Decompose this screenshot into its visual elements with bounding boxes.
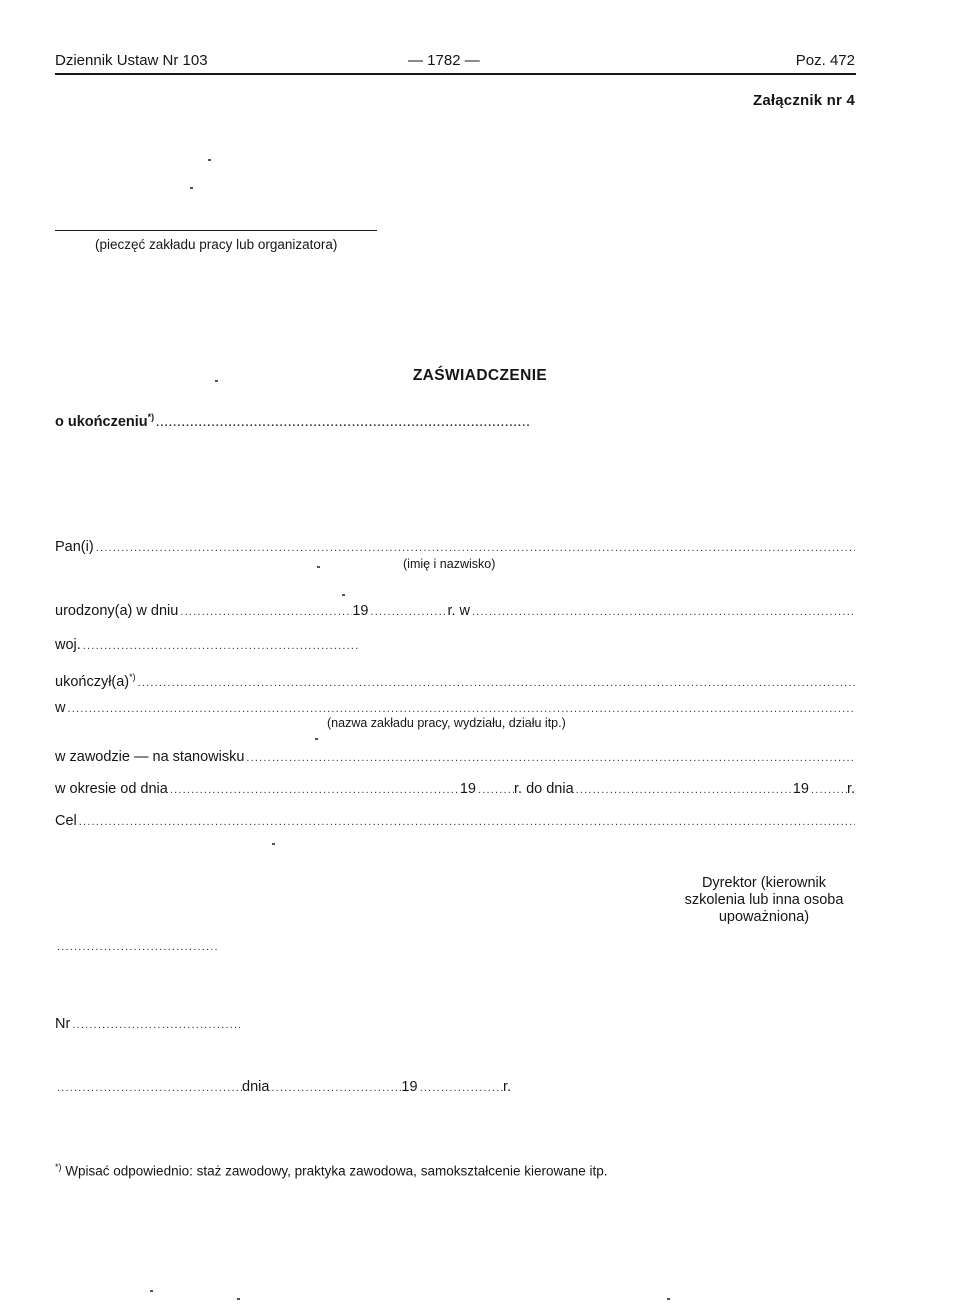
number-row (55, 1015, 240, 1033)
signature-caption (674, 875, 854, 926)
footnote (55, 1162, 608, 1179)
birth-label: urodzony(a) w dniu (55, 603, 179, 619)
birth-row (55, 602, 855, 620)
date-row (55, 1078, 511, 1096)
profession-label: w zawodzie — na stanowisku (55, 749, 245, 765)
date-day-label: dnia (242, 1079, 270, 1095)
birth-year-field[interactable] (368, 603, 447, 615)
journal-title: Dziennik Ustaw Nr 103 (55, 52, 208, 69)
voivodeship-row (55, 636, 360, 654)
period-year2-field[interactable] (809, 781, 847, 793)
birth-year-label: 19 (352, 603, 369, 619)
name-caption: (imię i nazwisko) (403, 557, 496, 571)
period-from-field[interactable] (168, 781, 460, 793)
birth-date-field[interactable] (178, 603, 352, 615)
period-year2-label: 19 (792, 781, 809, 797)
header-rule (55, 73, 856, 75)
signature-line-1: Dyrektor (kierownik (701, 875, 827, 891)
period-label: w okresie od dnia (55, 781, 168, 797)
completion-label: o ukończeniu*) (55, 412, 155, 430)
name-label: Pan(i) (55, 539, 94, 555)
goal-row (55, 812, 855, 830)
signature-line-2: szkolenia lub inna osoba (684, 892, 844, 908)
period-to-label: r. do dnia (513, 781, 574, 797)
document-title: ZAŚWIADCZENIE (412, 367, 548, 384)
signature-field[interactable] (55, 938, 217, 950)
stamp-caption: (pieczęć zakładu pracy lub organizatora) (95, 237, 338, 252)
place-field[interactable] (55, 1079, 242, 1091)
voivodeship-label: woj. (55, 637, 81, 653)
date-end-label: r. (502, 1079, 511, 1095)
goal-label: Cel (55, 813, 77, 829)
voivodeship-field[interactable] (81, 637, 360, 649)
completed-field[interactable] (136, 674, 855, 686)
position-number: Poz. 472 (795, 52, 855, 69)
attachment-label: Załącznik nr 4 (752, 92, 855, 109)
name-row (55, 538, 855, 556)
period-end-label: r. (846, 781, 855, 797)
name-field[interactable] (94, 539, 855, 551)
number-label: Nr (55, 1016, 71, 1032)
completed-label: ukończył(a)*) (55, 672, 136, 690)
completion-row (55, 408, 530, 431)
birth-place-field[interactable] (470, 603, 855, 615)
signature-line-3: upoważniona) (718, 909, 810, 925)
date-day-field[interactable] (269, 1079, 401, 1091)
period-year1-label: 19 (459, 781, 476, 797)
institution-row (55, 699, 855, 717)
birth-place-label: r. w (447, 603, 471, 619)
profession-row (55, 748, 855, 766)
profession-field[interactable] (244, 749, 855, 761)
completion-field[interactable] (154, 414, 530, 426)
number-field[interactable] (70, 1016, 240, 1028)
page-number: — 1782 — (408, 52, 480, 69)
signature-row (55, 938, 217, 950)
date-year-field[interactable] (418, 1079, 503, 1091)
footnote-marker: *) (55, 1162, 62, 1172)
goal-field[interactable] (77, 813, 855, 825)
institution-caption: (nazwa zakładu pracy, wydziału, działu itp.) (327, 716, 566, 730)
stamp-line (55, 230, 377, 231)
period-row (55, 780, 855, 798)
institution-label: w (55, 700, 66, 716)
date-year-label: 19 (401, 1079, 418, 1095)
period-to-field[interactable] (574, 781, 793, 793)
institution-field[interactable] (65, 700, 855, 712)
footnote-text: Wpisać odpowiednio: staż zawodowy, praktyka zawodowa, samokształcenie kierowane itp. (65, 1163, 608, 1179)
completed-row (55, 668, 855, 691)
period-year1-field[interactable] (476, 781, 514, 793)
